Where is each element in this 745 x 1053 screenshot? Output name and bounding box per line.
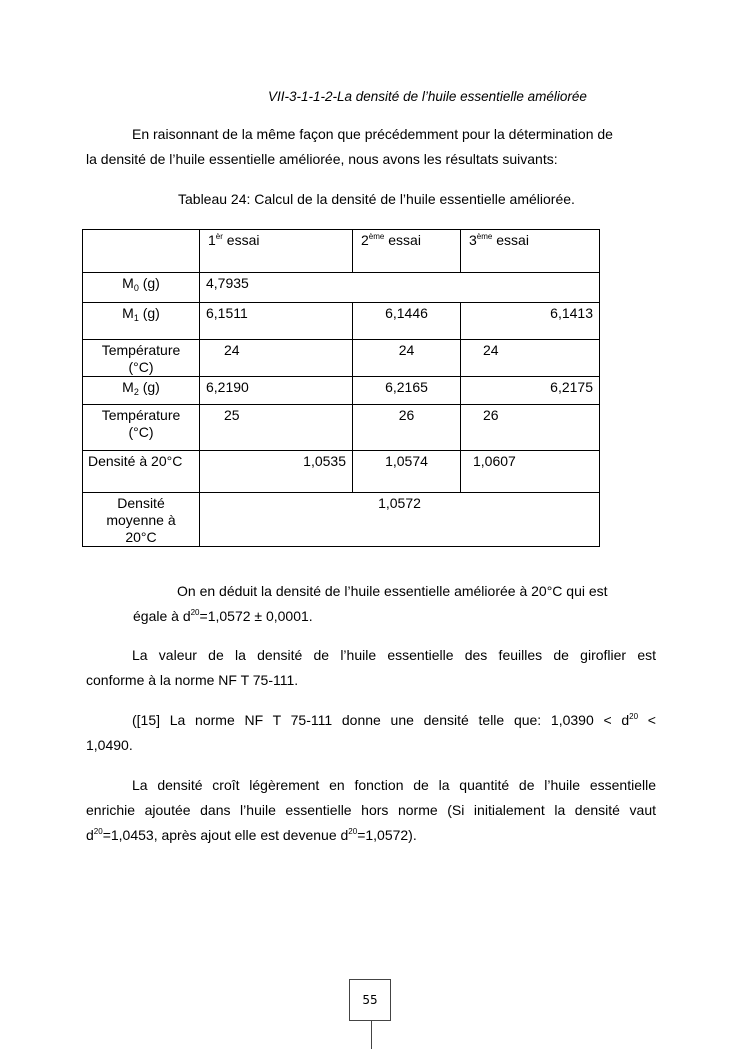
intro-line-2: la densité de l’huile essentielle améliorée, nous avons les résultats suivants:	[86, 151, 558, 167]
deduction-paragraph	[133, 579, 653, 629]
row-m1-value-1: 6,1511	[200, 303, 353, 340]
row-temp-1-value-2: 24	[353, 340, 461, 377]
row-density-label: Densité à 20°C	[83, 451, 200, 493]
row-density-value-3: 1,0607	[461, 451, 600, 493]
table-header-row	[83, 230, 600, 273]
row-m2-value-3: 6,2175	[461, 377, 600, 405]
row-mean-density	[83, 493, 600, 547]
row-mean-density-label: Densité moyenne à 20°C	[83, 493, 200, 547]
row-m1-value-2: 6,1446	[353, 303, 461, 340]
norm-paragraph	[86, 708, 656, 758]
intro-paragraph	[86, 122, 656, 172]
row-temp-1-label: Température (°C)	[83, 340, 200, 377]
conformity-paragraph	[86, 643, 656, 693]
row-temp-2-label: Température (°C)	[83, 405, 200, 451]
row-m2-value-1: 6,2190	[200, 377, 353, 405]
row-m0-value: 4,7935	[200, 273, 600, 303]
header-essai-2: 2ème essai	[353, 230, 461, 273]
row-temp-1-value-3: 24	[461, 340, 600, 377]
row-m0	[83, 273, 600, 303]
page-number-line	[371, 1021, 372, 1049]
row-m0-label: $M_0$ (g)	[83, 273, 200, 303]
norm-line-1: ([15] La norme NF T 75-111 donne une densité telle que: $1,0390 < d^{20}$ <	[132, 712, 656, 728]
row-temp-2-value-3: 26	[461, 405, 600, 451]
norm-line-2: 1,0490.	[86, 737, 133, 753]
row-m2-value-2: 6,2165	[353, 377, 461, 405]
row-m1-value-3: 6,1413	[461, 303, 600, 340]
row-temp-1-value-1: 24	[200, 340, 353, 377]
header-essai-1: $1^{èr}$ essai	[200, 230, 353, 273]
row-temp-2-value-1: 25	[200, 405, 353, 451]
row-temp-2	[83, 405, 600, 451]
row-density-value-1: 1,0535	[200, 451, 353, 493]
header-essai-3: 3ème essai	[461, 230, 600, 273]
row-temp-1	[83, 340, 600, 377]
header-empty-cell	[83, 230, 200, 273]
row-m1	[83, 303, 600, 340]
deduction-line-1: On en déduit la densité de l’huile essentielle améliorée à 20°C qui est	[177, 583, 608, 599]
conformity-line-2: conforme à la norme NF T 75-111.	[86, 672, 299, 688]
density-table	[82, 229, 600, 547]
section-heading: VII-3-1-1-2-La densité de l’huile essentielle améliorée	[268, 89, 587, 104]
increase-paragraph	[86, 773, 656, 848]
row-density-value-2: 1,0574	[353, 451, 461, 493]
increase-line-3: $d^{20}=1,0453$, après ajout elle est devenue $d^{20}=1,0572$).	[86, 827, 417, 843]
page-number: 55	[362, 993, 378, 1007]
table-caption: Tableau 24: Calcul de la densité de l’huile essentielle améliorée.	[178, 191, 575, 207]
row-m2	[83, 377, 600, 405]
conformity-line-1: La valeur de la densité de l’huile essentielle des feuilles de giroflier est	[132, 647, 656, 663]
deduction-line-2: égale à $d^{20}=1,0572 \pm 0,0001$.	[133, 608, 313, 624]
row-density	[83, 451, 600, 493]
increase-line-1: La densité croît légèrement en fonction de la quantité de l’huile essentielle	[132, 777, 656, 793]
intro-line-1: En raisonnant de la même façon que précédemment pour la détermination de	[132, 126, 613, 142]
row-m1-label: $M_1$ (g)	[83, 303, 200, 340]
increase-line-2: enrichie ajoutée dans l’huile essentielle hors norme (Si initialement la densité vaut	[86, 802, 656, 818]
row-mean-density-value: 1,0572	[200, 493, 600, 547]
row-m2-label: $M_2$ (g)	[83, 377, 200, 405]
page-number-box	[349, 979, 391, 1021]
row-temp-2-value-2: 26	[353, 405, 461, 451]
